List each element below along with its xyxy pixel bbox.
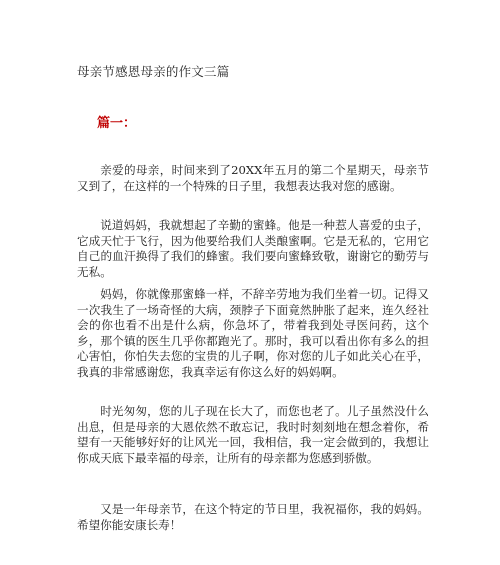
- section-heading: 篇一：: [97, 116, 137, 131]
- paragraph: 妈妈，你就像那蜜蜂一样，不辞辛劳地为我们坐着一切。记得又一次我生了一场奇怪的大病，颈脖子下面竟然肿胀了起来，连久经社会的你也看不出是什么病，你急坏了，带着我到处寻医问药，这个乡，那个镇的医生几乎你都跑光了。那时，我可以看出你有多么的担心害怕，你怕失去您的宝贵的儿子啊，你对您的儿子如此关心在乎，我真的非常感谢您，我真幸运有你这么好的妈妈啊。: [77, 287, 429, 379]
- document-title: 母亲节感恩母亲的作文三篇: [77, 64, 230, 79]
- paragraph: 说道妈妈，我就想起了辛勤的蜜蜂。他是一种惹人喜爱的虫子，它成天忙于飞行，因为他要给我们人类酿蜜啊。它是无私的，它用它自己的血汗换得了我们的蜂蜜。我们要向蜜蜂致敬，谢谢它的勤劳与无私。: [77, 218, 429, 279]
- paragraph: 又是一年母亲节，在这个特定的节日里，我祝福你，我的妈妈。希望你能安康长寿！: [77, 502, 429, 532]
- paragraph: 时光匆匆，您的儿子现在长大了，而您也老了。儿子虽然没什么出息，但是母亲的大恩依然不敢忘记，我时时刻刻地在想念着你，希望有一天能够好好的让风光一回，我相信，我一定会做到的，我想让你成天底下最幸福的母亲，让所有的母亲都为您感到骄傲。: [77, 404, 429, 465]
- paragraph: 亲爱的母亲，时间来到了20XX年五月的第二个星期天，母亲节又到了，在这样的一个特殊的日子里，我想表达我对您的感谢。: [77, 163, 429, 193]
